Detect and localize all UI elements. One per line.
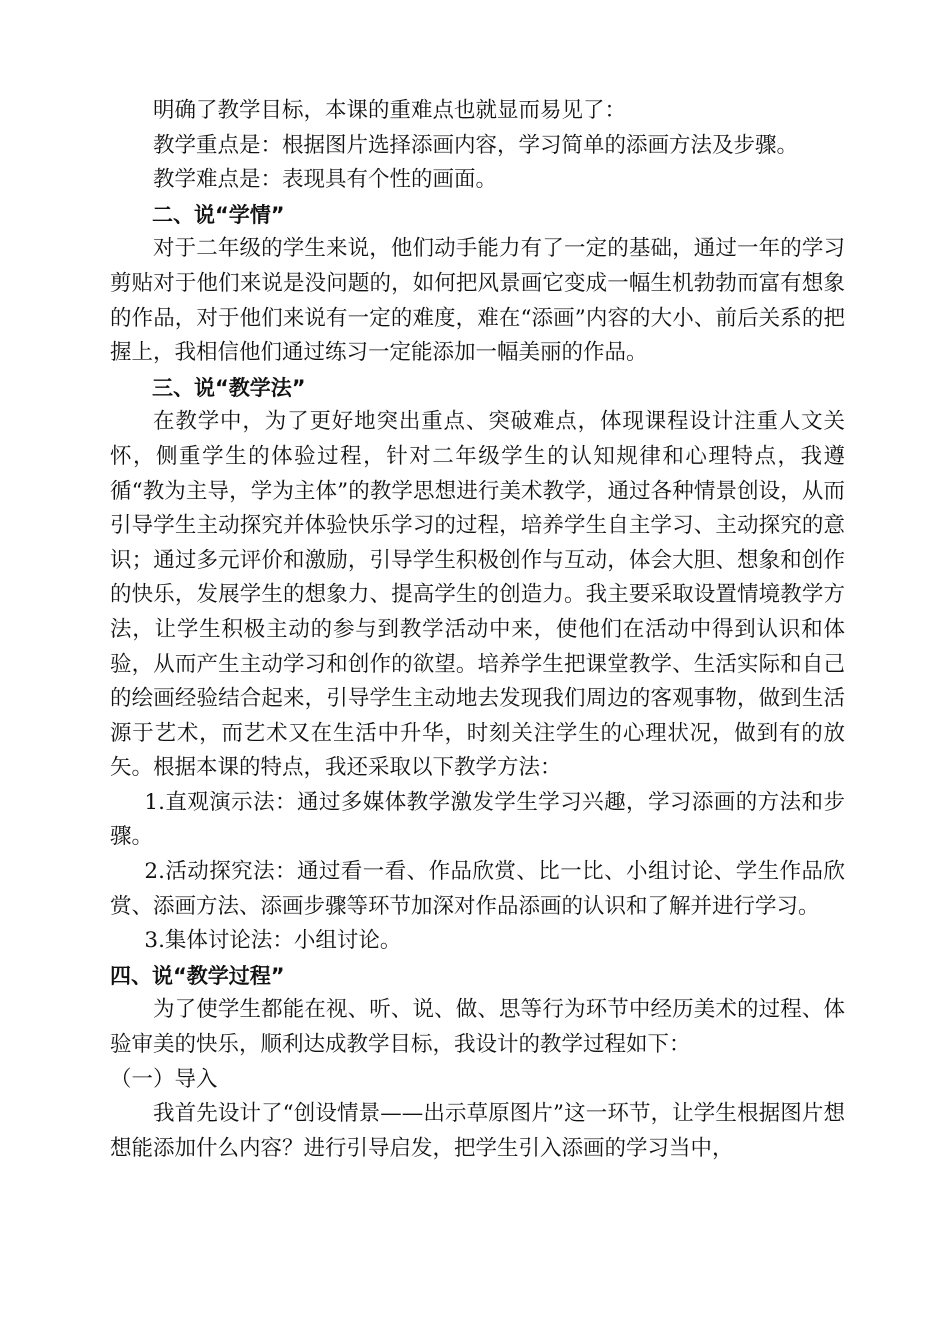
paragraph-objectives-intro: 明确了教学目标，本课的重难点也就显而易见了： <box>153 98 627 123</box>
paragraph-student-situation: 对于二年级的学生来说，他们动手能力有了一定的基础，通过一年的学习剪贴对于他们来说是没问题的，如何把风景画它变成一幅生机勃勃而富有想象的作品，对于他们来说有一定的难度，难在“添画”内容的大小、前后关系的把握上，我相信他们通过练习一定能添加一幅美丽的作品。 <box>110 236 845 366</box>
list-item-method-2: 2.活动探究法：通过看一看、作品欣赏、比一比、小组讨论、学生作品欣赏、添画方法、添画步骤等环节加深对作品添画的认识和了解并进行学习。 <box>110 859 845 919</box>
heading-student-situation: 二、说“学情” <box>152 202 285 227</box>
heading-teaching-process: 四、说“教学过程” <box>110 963 285 988</box>
list-item-method-1: 1.直观演示法：通过多媒体教学激发学生学习兴趣，学习添画的方法和步骤。 <box>110 789 845 850</box>
list-item-method-3: 3.集体讨论法：小组讨论。 <box>144 928 402 954</box>
subheading-introduction: （一）导入 <box>110 1066 218 1092</box>
heading-teaching-methods: 三、说“教学法” <box>152 375 306 400</box>
paragraph-teaching-methods: 在教学中，为了更好地突出重点、突破难点，体现课程设计注重人文关怀，侧重学生的体验过程，针对二年级学生的认知规律和心理特点，我遵循“教为主导，学为主体”的教学思想进行美术教学，通过各种情景创设，从而引导学生主动探究并体验快乐学习的过程，培养学生自主学习、主动探究的意识；通过多元评价和激励，引导学生积极创作与互动，体会大胆、想象和创作的快乐，发展学生的想象力、提高学生的创造力。我主要采取设置情境教学方法，让学生积极主动的参与到教学活动中来，使他们在活动中得到认识和体验，从而产生主动学习和创作的欲望。培养学生把课堂教学、生活实际和自己的绘画经验结合起来，引导学生主动地去发现我们周边的客观事物，做到生活源于艺术，而艺术又在生活中升华，时刻关注学生的心理状况，做到有的放矢。根据本课的特点，我还采取以下教学方法： <box>110 409 845 781</box>
paragraph-key-points: 教学重点是：根据图片选择添画内容，学习简单的添画方法及步骤。 <box>153 132 799 158</box>
paragraph-difficult-points: 教学难点是：表现具有个性的画面。 <box>153 167 498 193</box>
document-body <box>110 94 845 1166</box>
paragraph-teaching-process: 为了使学生都能在视、听、说、做、思等行为环节中经历美术的过程、体验审美的快乐，顺利达成教学目标，我设计的教学过程如下： <box>110 997 845 1058</box>
paragraph-introduction: 我首先设计了“创设情景——出示草原图片”这一环节，让学生根据图片想想能添加什么内容？进行引导启发，把学生引入添画的学习当中， <box>110 1101 845 1161</box>
